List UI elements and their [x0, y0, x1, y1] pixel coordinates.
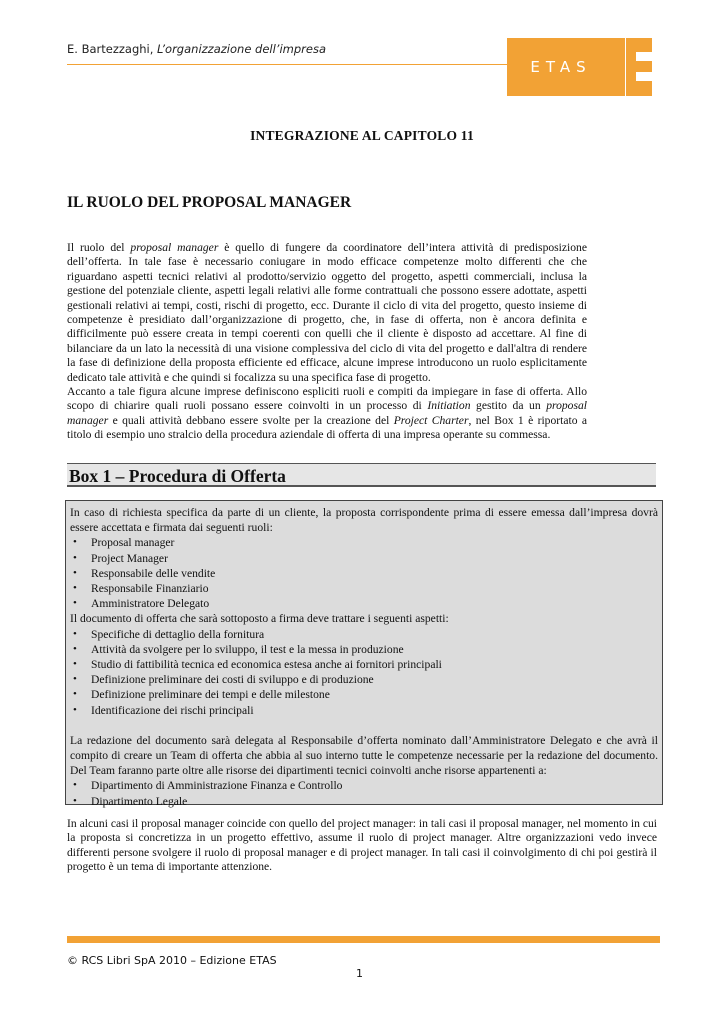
footer-divider: [67, 936, 660, 943]
list-item: • Project Manager: [70, 551, 658, 566]
team-text: La redazione del documento sarà delegata al Responsabile d’offerta nominato dall’Amministratore Delegato e che avrà il compito di creare un Team di offerta che abbia al suo interno tutte le competenze necessarie per la redazione del documento. Del Team faranno parte oltre alle risorse dei dipartimenti tecnici coinvolti anche risorse appartenenti a:: [70, 733, 658, 778]
logo-text: ETAS: [530, 58, 592, 76]
aspects-list: [70, 627, 658, 718]
etas-logo-bar: [507, 38, 625, 96]
box-title: Box 1 – Procedura di Offerta: [67, 463, 656, 487]
aspects-intro: Il documento di offerta che sarà sottoposto a firma deve trattare i seguenti aspetti:: [70, 612, 449, 626]
list-item: • Definizione preliminare dei costi di sviluppo e di produzione: [70, 672, 658, 687]
etas-e-logo-icon: [626, 38, 652, 96]
closing-paragraph: In alcuni casi il proposal manager coincide con quello del project manager: in tali casi il proposal manager, nel momento in cui la proposta si concretizza in un progetto effettivo, assume il ruolo di project manager. Altre organizzazioni vedo invece differenti persone svolgere il ruolo di proposal manager e di project manager. In tali casi il coinvolgimento di chi poi gestirà il progetto è un tema di importante attenzione.: [67, 817, 657, 874]
intro-text: [67, 241, 587, 443]
list-item: • Studio di fattibilità tecnica ed economica estesa anche ai fornitori principali: [70, 657, 658, 672]
list-item: • Responsabile delle vendite: [70, 566, 658, 581]
list-item: • Amministratore Delegato: [70, 596, 658, 611]
spacer: [70, 718, 658, 733]
section-title: IL RUOLO DEL PROPOSAL MANAGER: [67, 194, 352, 211]
header-book-title: L’organizzazione dell’impresa: [157, 42, 327, 56]
page-number: 1: [356, 967, 363, 980]
chapter-title: INTEGRAZIONE AL CAPITOLO 11: [250, 128, 474, 143]
list-item: • Dipartimento di Amministrazione Finanza e Controllo: [70, 778, 658, 793]
list-item: • Identificazione dei rischi principali: [70, 703, 658, 718]
roles-list: [70, 535, 658, 611]
header-author: E. Bartezzaghi,: [67, 42, 158, 56]
departments-list: [70, 778, 658, 808]
list-item: • Definizione preliminare dei tempi e delle milestone: [70, 687, 658, 702]
header-divider: [67, 64, 507, 65]
list-item: • Specifiche di dettaglio della fornitura: [70, 627, 658, 642]
list-item: • Responsabile Finanziario: [70, 581, 658, 596]
list-item: • Proposal manager: [70, 535, 658, 550]
box-content: [65, 500, 663, 808]
footer-copyright: © RCS Libri SpA 2010 – Edizione ETAS: [67, 954, 277, 967]
list-item: • Dipartimento Legale: [70, 794, 658, 809]
intro-paragraph-1: Il ruolo del proposal manager è quello di fungere da coordinatore dell’intera attività di predisposizione dell’offerta. In tale fase è necessario coniugare in modo efficace competenze molto differenti che che riguardano aspetti tecnici relativi al prodotto/servizio oggetto del progetto, aspetti commerciali, inclusa la gestione del potenziale cliente, aspetti legali relativi alle forme contrattuali che possono essere adottate, aspetti gestionali relativi ai tempi, costi, rischi di progetto, ecc. Durante il ciclo di vita del progetto, questo insieme di competenze è presidiato dall’organizzazione di progetto, che, in fase di offerta, non è ancora definita e difficilmente può essere creata in tempi coerenti con quelli che il cliente è disposto ad accettare. Al fine di bilanciare da un lato la necessità di una visione complessiva del ciclo di vita del progetto e dall'altra di rendere la fase di definizione della proposta efficiente ed efficace, alcune imprese introducono un ruolo esplicitamente dedicato tale attività e che quindi si focalizza su una specifica fase di progetto.: [67, 241, 587, 384]
intro-paragraph-2: Accanto a tale figura alcune imprese definiscono espliciti ruoli e compiti da impiegare in fase di offerta. Allo scopo di chiarire quali ruoli possano essere coinvolti in un processo di Initiation gestito da un proposal manager e quali attività debbano essere svolte per la creazione del Project Charter, nel Box 1 è riportato a titolo di esempio uno stralcio della procedura aziendale di offerta di una impresa operante su commessa.: [67, 385, 588, 442]
running-header: [67, 42, 326, 56]
box-intro: In caso di richiesta specifica da parte di un cliente, la proposta corrispondente prima di essere emessa dall’impresa dovrà essere accettata e firmata dai seguenti ruoli:: [70, 506, 658, 535]
list-item: • Attività da svolgere per lo sviluppo, il test e la messa in produzione: [70, 642, 658, 657]
